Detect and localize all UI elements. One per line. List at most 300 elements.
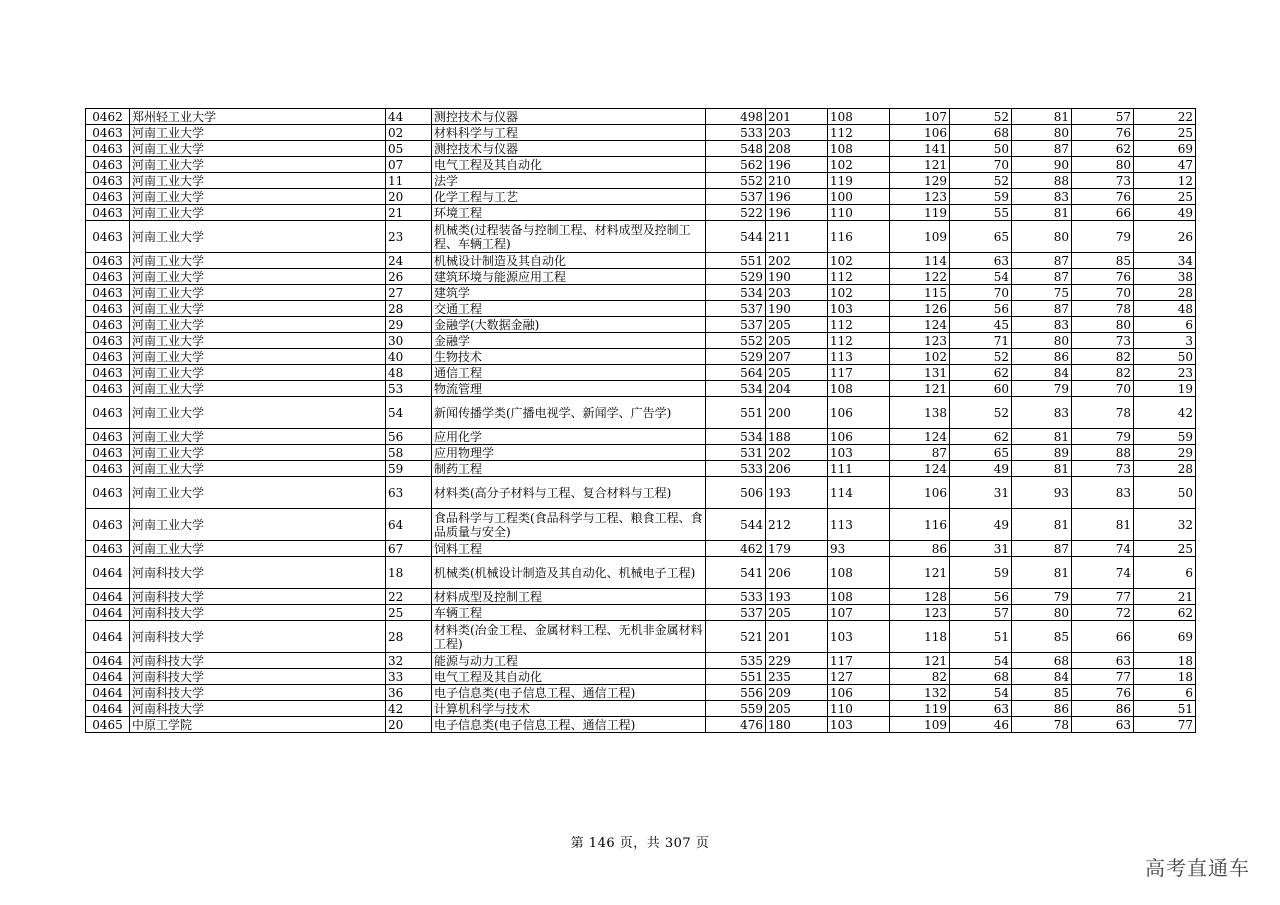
score-cell: 534 xyxy=(706,381,766,397)
score-cell: 55 xyxy=(950,205,1012,221)
score-cell: 521 xyxy=(706,621,766,653)
school-name-cell: 河南工业大学 xyxy=(130,125,386,141)
score-cell: 126 xyxy=(890,301,950,317)
score-cell: 102 xyxy=(890,349,950,365)
table-row xyxy=(86,189,1196,205)
score-cell: 205 xyxy=(766,605,828,621)
score-cell: 108 xyxy=(828,557,890,589)
score-cell: 76 xyxy=(1072,269,1134,285)
score-cell: 537 xyxy=(706,189,766,205)
score-cell: 87 xyxy=(1012,301,1072,317)
school-name-cell: 河南工业大学 xyxy=(130,141,386,157)
school-name-cell: 河南工业大学 xyxy=(130,397,386,429)
score-cell: 80 xyxy=(1012,125,1072,141)
score-cell: 205 xyxy=(766,333,828,349)
major-code-cell: 23 xyxy=(386,221,432,253)
school-code-cell: 0463 xyxy=(86,221,130,253)
score-cell: 121 xyxy=(890,157,950,173)
school-name-cell: 河南工业大学 xyxy=(130,205,386,221)
major-code-cell: 05 xyxy=(386,141,432,157)
score-cell: 59 xyxy=(950,189,1012,205)
score-cell: 103 xyxy=(828,445,890,461)
school-code-cell: 0463 xyxy=(86,445,130,461)
score-cell: 119 xyxy=(890,701,950,717)
major-code-cell: 20 xyxy=(386,189,432,205)
major-code-cell: 29 xyxy=(386,317,432,333)
school-name-cell: 河南工业大学 xyxy=(130,349,386,365)
score-cell: 107 xyxy=(890,109,950,125)
major-name-cell: 电气工程及其自动化 xyxy=(432,157,706,173)
score-cell: 68 xyxy=(950,669,1012,685)
score-cell: 112 xyxy=(828,125,890,141)
table-row xyxy=(86,621,1196,653)
score-cell: 179 xyxy=(766,541,828,557)
score-cell: 3 xyxy=(1134,333,1196,349)
major-code-cell: 11 xyxy=(386,173,432,189)
score-cell: 533 xyxy=(706,125,766,141)
school-name-cell: 河南工业大学 xyxy=(130,221,386,253)
major-code-cell: 53 xyxy=(386,381,432,397)
school-code-cell: 0463 xyxy=(86,397,130,429)
table-row xyxy=(86,589,1196,605)
score-cell: 110 xyxy=(828,205,890,221)
major-code-cell: 40 xyxy=(386,349,432,365)
school-name-cell: 河南科技大学 xyxy=(130,701,386,717)
major-name-cell: 金融学 xyxy=(432,333,706,349)
score-cell: 34 xyxy=(1134,253,1196,269)
table-row xyxy=(86,125,1196,141)
score-cell: 82 xyxy=(1072,349,1134,365)
score-cell: 541 xyxy=(706,557,766,589)
score-cell: 23 xyxy=(1134,365,1196,381)
major-name-cell: 测控技术与仪器 xyxy=(432,109,706,125)
score-cell: 77 xyxy=(1072,589,1134,605)
score-cell: 31 xyxy=(950,541,1012,557)
score-cell: 89 xyxy=(1012,445,1072,461)
score-cell: 12 xyxy=(1134,173,1196,189)
score-cell: 25 xyxy=(1134,189,1196,205)
score-cell: 113 xyxy=(828,509,890,541)
score-cell: 102 xyxy=(828,285,890,301)
score-cell: 122 xyxy=(890,269,950,285)
school-name-cell: 河南科技大学 xyxy=(130,605,386,621)
score-cell: 93 xyxy=(828,541,890,557)
major-code-cell: 32 xyxy=(386,653,432,669)
table-row xyxy=(86,461,1196,477)
school-code-cell: 0463 xyxy=(86,205,130,221)
score-cell: 81 xyxy=(1072,509,1134,541)
school-code-cell: 0464 xyxy=(86,605,130,621)
score-cell: 180 xyxy=(766,717,828,733)
score-cell: 121 xyxy=(890,653,950,669)
school-name-cell: 河南工业大学 xyxy=(130,381,386,397)
major-name-cell: 车辆工程 xyxy=(432,605,706,621)
score-cell: 531 xyxy=(706,445,766,461)
school-name-cell: 河南工业大学 xyxy=(130,477,386,509)
score-cell: 203 xyxy=(766,285,828,301)
table-row xyxy=(86,509,1196,541)
score-cell: 548 xyxy=(706,141,766,157)
score-cell: 45 xyxy=(950,317,1012,333)
score-cell: 102 xyxy=(828,253,890,269)
major-code-cell: 56 xyxy=(386,429,432,445)
school-name-cell: 河南科技大学 xyxy=(130,669,386,685)
score-cell: 78 xyxy=(1072,397,1134,429)
school-name-cell: 河南工业大学 xyxy=(130,445,386,461)
score-cell: 65 xyxy=(950,221,1012,253)
school-code-cell: 0463 xyxy=(86,477,130,509)
school-code-cell: 0463 xyxy=(86,285,130,301)
major-name-cell: 机械类(过程装备与控制工程、材料成型及控制工程、车辆工程) xyxy=(432,221,706,253)
school-name-cell: 河南工业大学 xyxy=(130,333,386,349)
table-row xyxy=(86,333,1196,349)
school-name-cell: 河南工业大学 xyxy=(130,365,386,381)
score-cell: 81 xyxy=(1012,557,1072,589)
score-cell: 52 xyxy=(950,109,1012,125)
score-cell: 49 xyxy=(950,461,1012,477)
score-cell: 117 xyxy=(828,653,890,669)
score-cell: 51 xyxy=(1134,701,1196,717)
school-code-cell: 0464 xyxy=(86,589,130,605)
score-cell: 196 xyxy=(766,205,828,221)
table-row xyxy=(86,429,1196,445)
score-cell: 56 xyxy=(950,301,1012,317)
score-cell: 84 xyxy=(1012,669,1072,685)
score-cell: 50 xyxy=(1134,349,1196,365)
score-cell: 121 xyxy=(890,557,950,589)
score-cell: 121 xyxy=(890,381,950,397)
score-cell: 79 xyxy=(1012,589,1072,605)
major-name-cell: 法学 xyxy=(432,173,706,189)
score-cell: 87 xyxy=(890,445,950,461)
score-cell: 87 xyxy=(1012,541,1072,557)
score-cell: 552 xyxy=(706,333,766,349)
score-cell: 132 xyxy=(890,685,950,701)
school-name-cell: 河南工业大学 xyxy=(130,173,386,189)
score-cell: 196 xyxy=(766,189,828,205)
school-code-cell: 0464 xyxy=(86,621,130,653)
major-code-cell: 64 xyxy=(386,509,432,541)
score-cell: 79 xyxy=(1072,429,1134,445)
major-name-cell: 金融学(大数据金融) xyxy=(432,317,706,333)
score-cell: 100 xyxy=(828,189,890,205)
score-cell: 114 xyxy=(890,253,950,269)
score-cell: 63 xyxy=(1072,717,1134,733)
score-cell: 25 xyxy=(1134,541,1196,557)
score-cell: 46 xyxy=(950,717,1012,733)
table-row xyxy=(86,221,1196,253)
major-name-cell: 化学工程与工艺 xyxy=(432,189,706,205)
score-cell: 200 xyxy=(766,397,828,429)
score-cell: 38 xyxy=(1134,269,1196,285)
major-name-cell: 电子信息类(电子信息工程、通信工程) xyxy=(432,717,706,733)
school-code-cell: 0463 xyxy=(86,141,130,157)
score-cell: 207 xyxy=(766,349,828,365)
school-name-cell: 河南工业大学 xyxy=(130,269,386,285)
school-name-cell: 河南工业大学 xyxy=(130,189,386,205)
table-row xyxy=(86,205,1196,221)
score-cell: 19 xyxy=(1134,381,1196,397)
school-code-cell: 0463 xyxy=(86,317,130,333)
table-row xyxy=(86,557,1196,589)
score-cell: 117 xyxy=(828,365,890,381)
score-cell: 82 xyxy=(1072,365,1134,381)
score-cell: 564 xyxy=(706,365,766,381)
score-cell: 115 xyxy=(890,285,950,301)
score-cell: 108 xyxy=(828,381,890,397)
score-cell: 537 xyxy=(706,317,766,333)
major-name-cell: 计算机科学与技术 xyxy=(432,701,706,717)
score-cell: 90 xyxy=(1012,157,1072,173)
school-code-cell: 0463 xyxy=(86,541,130,557)
school-name-cell: 河南科技大学 xyxy=(130,685,386,701)
table-row xyxy=(86,653,1196,669)
school-name-cell: 河南科技大学 xyxy=(130,557,386,589)
score-cell: 534 xyxy=(706,429,766,445)
watermark-logo: 高考直通车 xyxy=(1145,856,1250,880)
score-cell: 72 xyxy=(1072,605,1134,621)
score-cell: 206 xyxy=(766,461,828,477)
table-body xyxy=(86,109,1196,733)
score-cell: 506 xyxy=(706,477,766,509)
major-code-cell: 18 xyxy=(386,557,432,589)
score-cell: 74 xyxy=(1072,557,1134,589)
score-cell: 127 xyxy=(828,669,890,685)
score-cell: 87 xyxy=(1012,269,1072,285)
score-cell: 212 xyxy=(766,509,828,541)
score-cell: 533 xyxy=(706,589,766,605)
score-cell: 75 xyxy=(1012,285,1072,301)
score-cell: 68 xyxy=(1012,653,1072,669)
major-code-cell: 58 xyxy=(386,445,432,461)
score-cell: 124 xyxy=(890,429,950,445)
school-code-cell: 0464 xyxy=(86,653,130,669)
table-row xyxy=(86,397,1196,429)
school-name-cell: 河南工业大学 xyxy=(130,541,386,557)
score-cell: 76 xyxy=(1072,685,1134,701)
table-row xyxy=(86,173,1196,189)
score-cell: 107 xyxy=(828,605,890,621)
school-code-cell: 0463 xyxy=(86,349,130,365)
major-code-cell: 26 xyxy=(386,269,432,285)
school-code-cell: 0463 xyxy=(86,461,130,477)
score-cell: 204 xyxy=(766,381,828,397)
table-row xyxy=(86,349,1196,365)
score-cell: 544 xyxy=(706,509,766,541)
score-cell: 57 xyxy=(1072,109,1134,125)
major-code-cell: 20 xyxy=(386,717,432,733)
score-cell: 47 xyxy=(1134,157,1196,173)
score-cell: 50 xyxy=(950,141,1012,157)
score-cell: 196 xyxy=(766,157,828,173)
score-cell: 81 xyxy=(1012,205,1072,221)
score-cell: 128 xyxy=(890,589,950,605)
score-cell: 551 xyxy=(706,669,766,685)
score-cell: 83 xyxy=(1072,477,1134,509)
score-cell: 62 xyxy=(950,365,1012,381)
score-cell: 88 xyxy=(1012,173,1072,189)
score-cell: 25 xyxy=(1134,125,1196,141)
score-cell: 54 xyxy=(950,653,1012,669)
major-name-cell: 测控技术与仪器 xyxy=(432,141,706,157)
score-cell: 70 xyxy=(950,157,1012,173)
score-cell: 6 xyxy=(1134,317,1196,333)
table-row xyxy=(86,605,1196,621)
major-name-cell: 建筑学 xyxy=(432,285,706,301)
school-code-cell: 0463 xyxy=(86,157,130,173)
table-row xyxy=(86,365,1196,381)
score-cell: 202 xyxy=(766,253,828,269)
table-row xyxy=(86,301,1196,317)
score-cell: 80 xyxy=(1012,333,1072,349)
major-code-cell: 22 xyxy=(386,589,432,605)
school-code-cell: 0463 xyxy=(86,253,130,269)
major-name-cell: 材料成型及控制工程 xyxy=(432,589,706,605)
score-cell: 131 xyxy=(890,365,950,381)
score-cell: 73 xyxy=(1072,461,1134,477)
score-cell: 106 xyxy=(890,477,950,509)
score-cell: 102 xyxy=(828,157,890,173)
score-cell: 62 xyxy=(1134,605,1196,621)
major-code-cell: 59 xyxy=(386,461,432,477)
school-code-cell: 0463 xyxy=(86,189,130,205)
score-cell: 106 xyxy=(890,125,950,141)
score-cell: 21 xyxy=(1134,589,1196,605)
score-cell: 22 xyxy=(1134,109,1196,125)
school-code-cell: 0464 xyxy=(86,669,130,685)
score-cell: 60 xyxy=(950,381,1012,397)
major-name-cell: 饲料工程 xyxy=(432,541,706,557)
score-cell: 74 xyxy=(1072,541,1134,557)
score-cell: 79 xyxy=(1072,221,1134,253)
score-cell: 534 xyxy=(706,285,766,301)
major-code-cell: 02 xyxy=(386,125,432,141)
score-cell: 202 xyxy=(766,445,828,461)
score-cell: 28 xyxy=(1134,285,1196,301)
major-code-cell: 63 xyxy=(386,477,432,509)
school-code-cell: 0463 xyxy=(86,173,130,189)
score-cell: 66 xyxy=(1072,621,1134,653)
score-cell: 71 xyxy=(950,333,1012,349)
score-cell: 116 xyxy=(828,221,890,253)
score-cell: 62 xyxy=(950,429,1012,445)
score-cell: 116 xyxy=(890,509,950,541)
score-cell: 81 xyxy=(1012,461,1072,477)
score-cell: 210 xyxy=(766,173,828,189)
score-cell: 26 xyxy=(1134,221,1196,253)
score-cell: 551 xyxy=(706,397,766,429)
score-cell: 190 xyxy=(766,301,828,317)
major-code-cell: 67 xyxy=(386,541,432,557)
school-code-cell: 0463 xyxy=(86,429,130,445)
score-cell: 229 xyxy=(766,653,828,669)
table-row xyxy=(86,445,1196,461)
score-cell: 70 xyxy=(1072,285,1134,301)
table-row xyxy=(86,269,1196,285)
score-cell: 113 xyxy=(828,349,890,365)
table-row xyxy=(86,285,1196,301)
score-cell: 188 xyxy=(766,429,828,445)
score-cell: 556 xyxy=(706,685,766,701)
score-cell: 87 xyxy=(1012,141,1072,157)
school-name-cell: 河南工业大学 xyxy=(130,429,386,445)
major-code-cell: 48 xyxy=(386,365,432,381)
score-cell: 76 xyxy=(1072,125,1134,141)
table-row xyxy=(86,685,1196,701)
score-cell: 559 xyxy=(706,701,766,717)
score-cell: 79 xyxy=(1012,381,1072,397)
score-cell: 562 xyxy=(706,157,766,173)
score-cell: 81 xyxy=(1012,429,1072,445)
major-name-cell: 材料科学与工程 xyxy=(432,125,706,141)
score-cell: 81 xyxy=(1012,109,1072,125)
score-cell: 65 xyxy=(950,445,1012,461)
score-cell: 205 xyxy=(766,701,828,717)
school-name-cell: 河南工业大学 xyxy=(130,157,386,173)
score-cell: 118 xyxy=(890,621,950,653)
major-code-cell: 44 xyxy=(386,109,432,125)
score-cell: 63 xyxy=(950,253,1012,269)
school-name-cell: 河南工业大学 xyxy=(130,461,386,477)
school-name-cell: 中原工学院 xyxy=(130,717,386,733)
score-cell: 54 xyxy=(950,685,1012,701)
score-cell: 498 xyxy=(706,109,766,125)
major-name-cell: 交通工程 xyxy=(432,301,706,317)
major-name-cell: 建筑环境与能源应用工程 xyxy=(432,269,706,285)
score-cell: 124 xyxy=(890,317,950,333)
school-code-cell: 0464 xyxy=(86,557,130,589)
table-row xyxy=(86,141,1196,157)
score-cell: 63 xyxy=(950,701,1012,717)
score-cell: 50 xyxy=(1134,477,1196,509)
score-cell: 49 xyxy=(950,509,1012,541)
score-cell: 108 xyxy=(828,109,890,125)
table-row xyxy=(86,477,1196,509)
score-cell: 110 xyxy=(828,701,890,717)
major-name-cell: 食品科学与工程类(食品科学与工程、粮食工程、食品质量与安全) xyxy=(432,509,706,541)
score-cell: 123 xyxy=(890,333,950,349)
major-code-cell: 33 xyxy=(386,669,432,685)
score-cell: 109 xyxy=(890,717,950,733)
table-row xyxy=(86,317,1196,333)
score-cell: 141 xyxy=(890,141,950,157)
score-cell: 85 xyxy=(1012,685,1072,701)
score-cell: 85 xyxy=(1072,253,1134,269)
table-row xyxy=(86,541,1196,557)
score-cell: 124 xyxy=(890,461,950,477)
table-row xyxy=(86,109,1196,125)
score-cell: 108 xyxy=(828,589,890,605)
major-code-cell: 28 xyxy=(386,621,432,653)
school-code-cell: 0463 xyxy=(86,365,130,381)
school-code-cell: 0463 xyxy=(86,509,130,541)
score-cell: 123 xyxy=(890,605,950,621)
score-cell: 48 xyxy=(1134,301,1196,317)
score-cell: 112 xyxy=(828,317,890,333)
score-cell: 114 xyxy=(828,477,890,509)
major-code-cell: 07 xyxy=(386,157,432,173)
major-code-cell: 54 xyxy=(386,397,432,429)
score-cell: 93 xyxy=(1012,477,1072,509)
score-cell: 112 xyxy=(828,333,890,349)
score-cell: 78 xyxy=(1012,717,1072,733)
score-cell: 32 xyxy=(1134,509,1196,541)
major-name-cell: 机械类(机械设计制造及其自动化、机械电子工程) xyxy=(432,557,706,589)
score-cell: 86 xyxy=(890,541,950,557)
school-code-cell: 0462 xyxy=(86,109,130,125)
score-cell: 86 xyxy=(1012,349,1072,365)
score-cell: 63 xyxy=(1072,653,1134,669)
